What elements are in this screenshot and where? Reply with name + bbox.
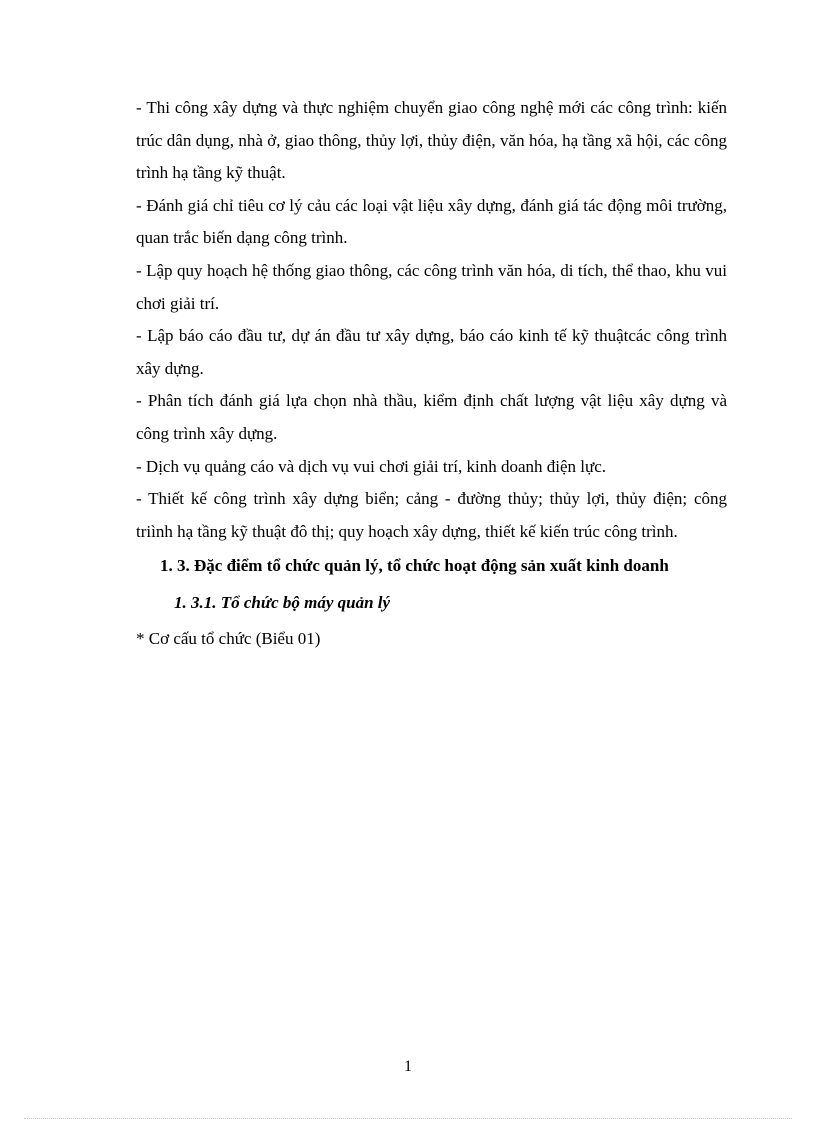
bullet-paragraph-construction: - Thi công xây dựng và thực nghiệm chuyển giao công nghệ mới các công trình: kiến trúc dân dụng, nhà ở, giao thông, thủy lợi, thủy điện, văn hóa, hạ tầng xã hội, các công trình hạ tầng kỹ thuật. — [136, 98, 727, 183]
bullet-paragraph-design: - Thiết kế công trình xây dựng biển; cảng - đường thủy; thủy lợi, thủy điện; công triình hạ tầng kỹ thuật đô thị; quy hoạch xây dựng, thiết kế kiến trúc công trình. — [136, 489, 727, 541]
bullet-paragraph-investment-reports: - Lập báo cáo đầu tư, dự án đầu tư xây dựng, báo cáo kinh tế kỹ thuậtcác công trình xây dựng. — [136, 326, 727, 378]
bullet-paragraph-services: - Dịch vụ quảng cáo và dịch vụ vui chơi giải trí, kinh doanh điện lực. — [136, 456, 607, 476]
page-content — [136, 92, 727, 655]
subsection-heading: 1. 3.1. Tổ chức bộ máy quản lý — [174, 593, 391, 613]
bullet-paragraph-evaluation: - Đánh giá chỉ tiêu cơ lý cảu các loại vật liệu xây dựng, đánh giá tác động môi trường, quan trắc biến dạng công trình. — [136, 195, 727, 248]
org-structure-note: * Cơ cấu tổ chức (Biểu 01) — [136, 629, 321, 649]
section-heading: 1. 3. Đặc điểm tổ chức quản lý, tổ chức hoạt động sản xuất kinh doanh — [160, 556, 669, 576]
bullet-paragraph-planning: - Lập quy hoạch hệ thống giao thông, các công trình văn hóa, di tích, thể thao, khu vui chơi giải trí. — [136, 260, 727, 313]
page-bottom-border — [24, 1118, 792, 1119]
page-number: 1 — [404, 1058, 412, 1075]
bullet-paragraph-contractor-analysis: - Phân tích đánh giá lựa chọn nhà thầu, kiểm định chất lượng vật liệu xây dựng và công trình xây dựng. — [136, 391, 727, 443]
